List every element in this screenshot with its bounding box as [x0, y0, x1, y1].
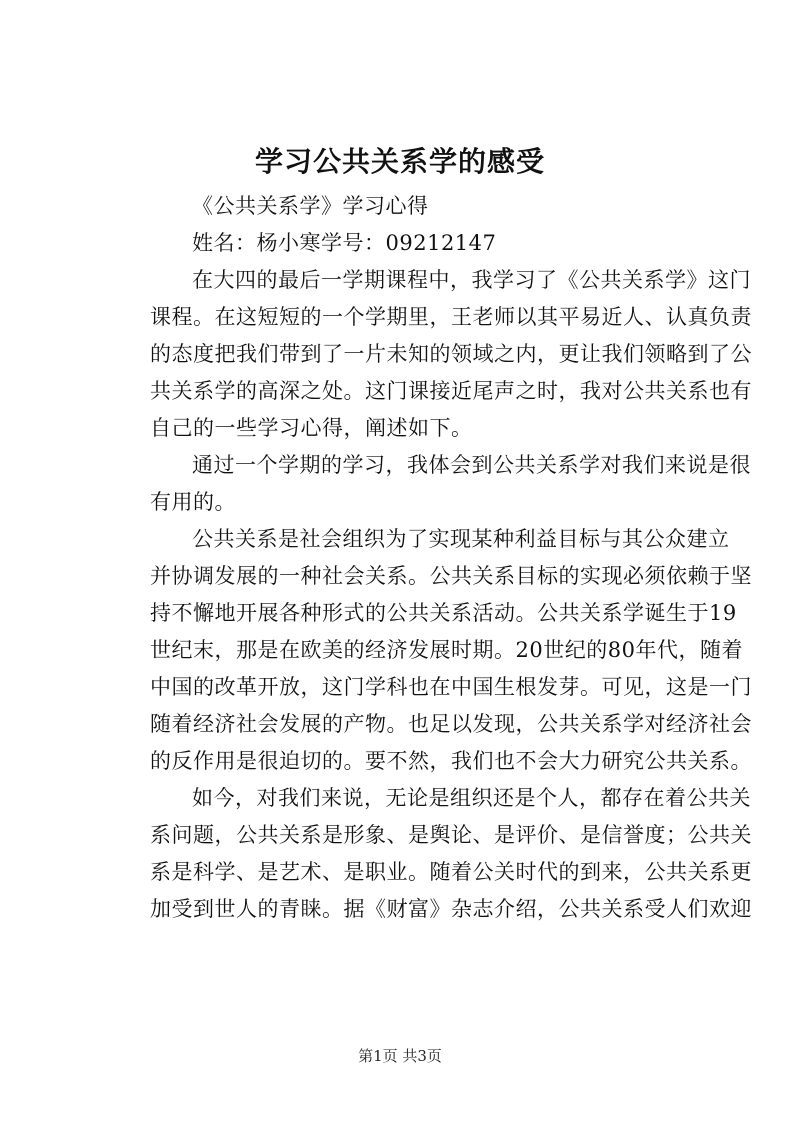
document-body — [108, 188, 752, 928]
today-paragraph — [108, 780, 752, 928]
text-line: 姓名：杨小寒学号：09212147 — [192, 231, 497, 255]
text-line: 持不懈地开展各种形式的公共关系活动。公共关系学诞生于19 — [150, 601, 737, 625]
text-line: 并协调发展的一种社会关系。公共关系目标的实现必须依赖于坚 — [150, 564, 752, 588]
text-line: 自己的一些学习心得，阐述如下。 — [150, 416, 473, 440]
text-line: 课程。在这短短的一个学期里，王老师以其平易近人、认真负责 — [150, 305, 752, 329]
text-line: 世纪末，那是在欧美的经济发展时期。20世纪的80年代，随着 — [150, 638, 743, 662]
text-line: 的态度把我们带到了一片未知的领域之内，更让我们领略到了公 — [150, 342, 752, 366]
text-line: 系是科学、是艺术、是职业。随着公关时代的到来，公共关系更 — [150, 860, 752, 884]
text-line: 系问题，公共关系是形象、是舆论、是评价、是信誉度；公共关 — [150, 823, 752, 847]
page-footer: 第1页 共3页 — [358, 1047, 442, 1065]
text-line: 在大四的最后一学期课程中，我学习了《公共关系学》这门 — [192, 268, 751, 292]
text-line: 公共关系是社会组织为了实现某种利益目标与其公众建立 — [192, 527, 730, 551]
subtitle-paragraph — [108, 188, 708, 225]
intro-paragraph — [108, 262, 752, 447]
document-title: 学习公共关系学的感受 — [254, 145, 545, 178]
text-line: 中国的改革开放，这门学科也在中国生根发芽。可见，这是一门 — [150, 675, 752, 699]
text-line: 随着经济社会发展的产物。也足以发现，公共关系学对经济社会 — [150, 712, 752, 736]
text-line: 的反作用是很迫切的。要不然，我们也不会大力研究公共关系。 — [150, 749, 752, 773]
text-line: 如今，对我们来说，无论是组织还是个人，都存在着公共关 — [192, 786, 751, 810]
definition-paragraph — [108, 521, 752, 780]
summary-paragraph — [108, 447, 751, 521]
text-line: 加受到世人的青睐。据《财富》杂志介绍，公共关系受人们欢迎 — [150, 897, 752, 921]
text-line: 有用的。 — [150, 490, 236, 514]
text-line: 《公共关系学》学习心得 — [192, 194, 429, 218]
author-paragraph — [108, 225, 708, 262]
text-line: 共关系学的高深之处。这门课接近尾声之时，我对公共关系也有 — [150, 379, 752, 403]
text-line: 通过一个学期的学习，我体会到公共关系学对我们来说是很 — [192, 453, 751, 477]
